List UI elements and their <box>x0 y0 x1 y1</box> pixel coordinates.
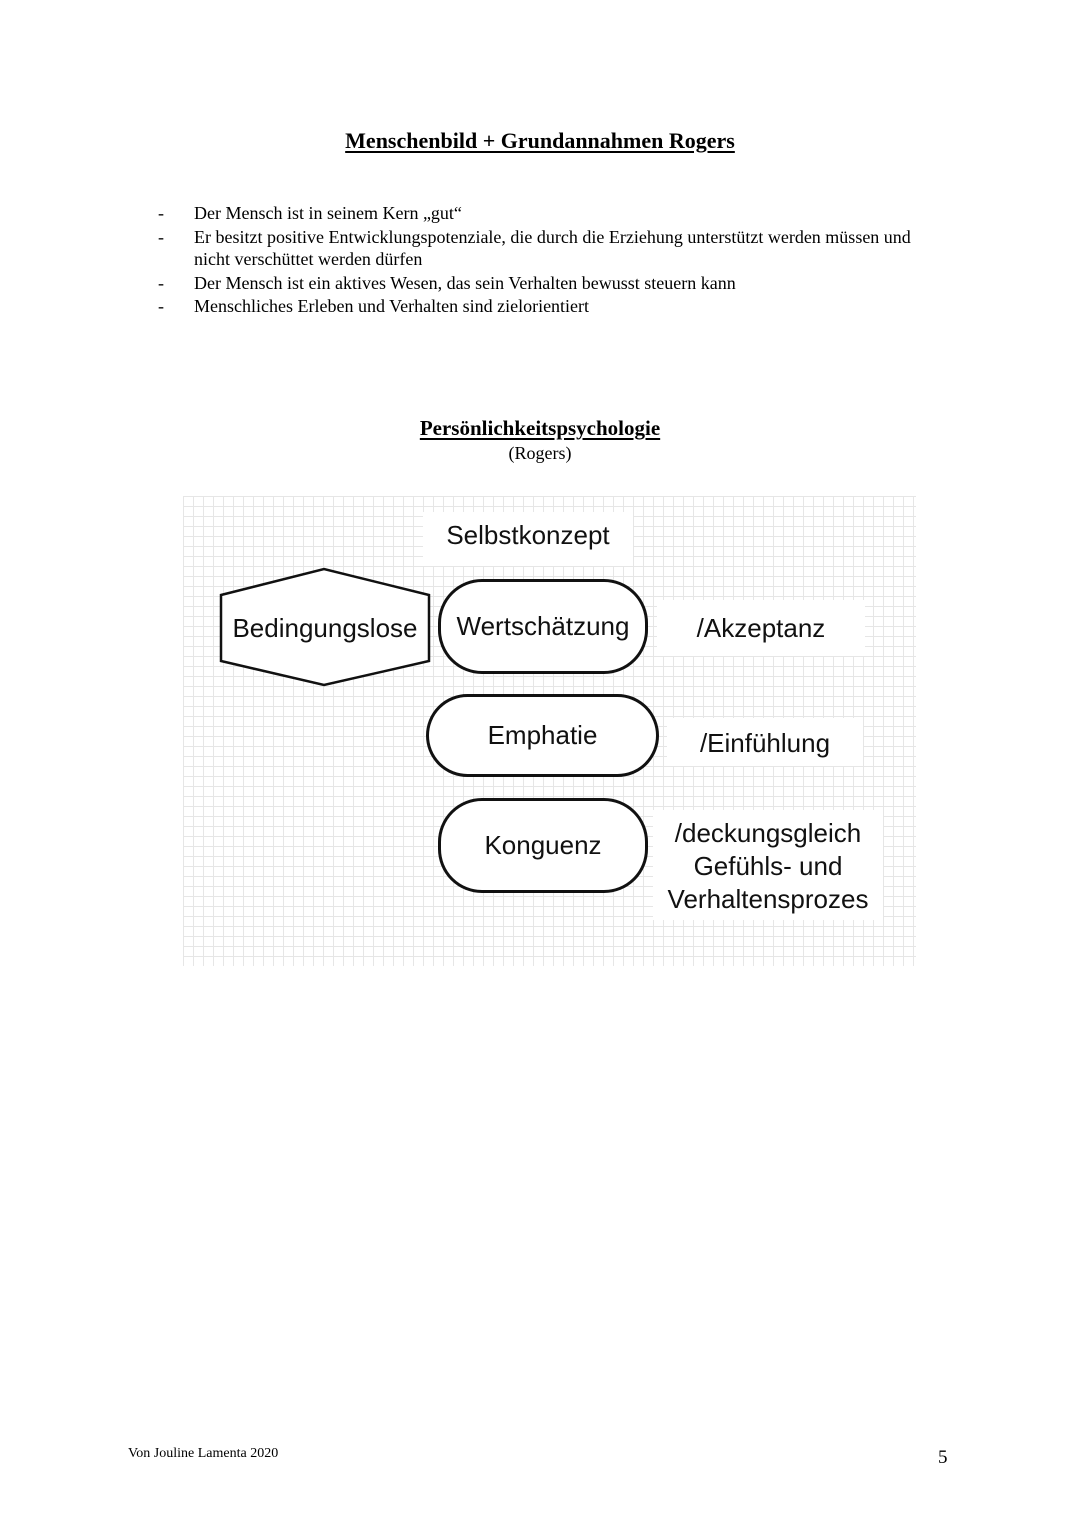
note-deckungsgleich-3: Verhaltensprozes <box>667 884 869 914</box>
list-item <box>150 202 930 225</box>
bullet-text: Menschliches Erleben und Verhalten sind zielorientiert <box>194 296 590 316</box>
note-deckungsgleich-1: /deckungsgleich <box>674 818 862 848</box>
diagram-heading: Selbstkonzept <box>446 520 610 550</box>
section-title: Persönlichkeitspsychologie <box>419 416 661 440</box>
list-item <box>150 272 930 295</box>
footer-author: Von Jouline Lamenta 2020 <box>128 1446 279 1461</box>
bullet-list <box>150 202 930 319</box>
note-einfuehlung: /Einfühlung <box>699 728 831 758</box>
hexagon-label: Bedingungslose <box>232 613 418 643</box>
bullet-dash: - <box>158 226 164 247</box>
bullet-text: Er besitzt positive Entwicklungspotenziale, die durch die Erziehung unterstützt werden müssen und nicht verschüttet werden dürfen <box>194 226 911 269</box>
bullet-text: Der Mensch ist ein aktives Wesen, das sein Verhalten bewusst steuern kann <box>194 272 736 293</box>
note-akzeptanz: /Akzeptanz <box>696 613 826 643</box>
list-item <box>150 295 930 318</box>
bullet-dash: - <box>158 296 164 316</box>
note-deckungsgleich-2: Gefühls- und <box>693 851 843 881</box>
bullet-dash: - <box>158 203 164 223</box>
pill-emphatie: Emphatie <box>426 694 659 777</box>
list-item <box>150 226 930 271</box>
page-title: Menschenbild + Grundannahmen Rogers <box>345 128 735 153</box>
section-caption: (Rogers) <box>508 443 572 463</box>
bullet-text: Der Mensch ist in seinem Kern „gut“ <box>194 203 462 223</box>
page-number: 5 <box>938 1447 948 1468</box>
diagram-rogers <box>183 496 916 966</box>
pill-wertschaetzung: Wertschätzung <box>438 579 648 674</box>
pill-konguenz: Konguenz <box>438 798 648 893</box>
bullet-dash: - <box>158 272 164 293</box>
